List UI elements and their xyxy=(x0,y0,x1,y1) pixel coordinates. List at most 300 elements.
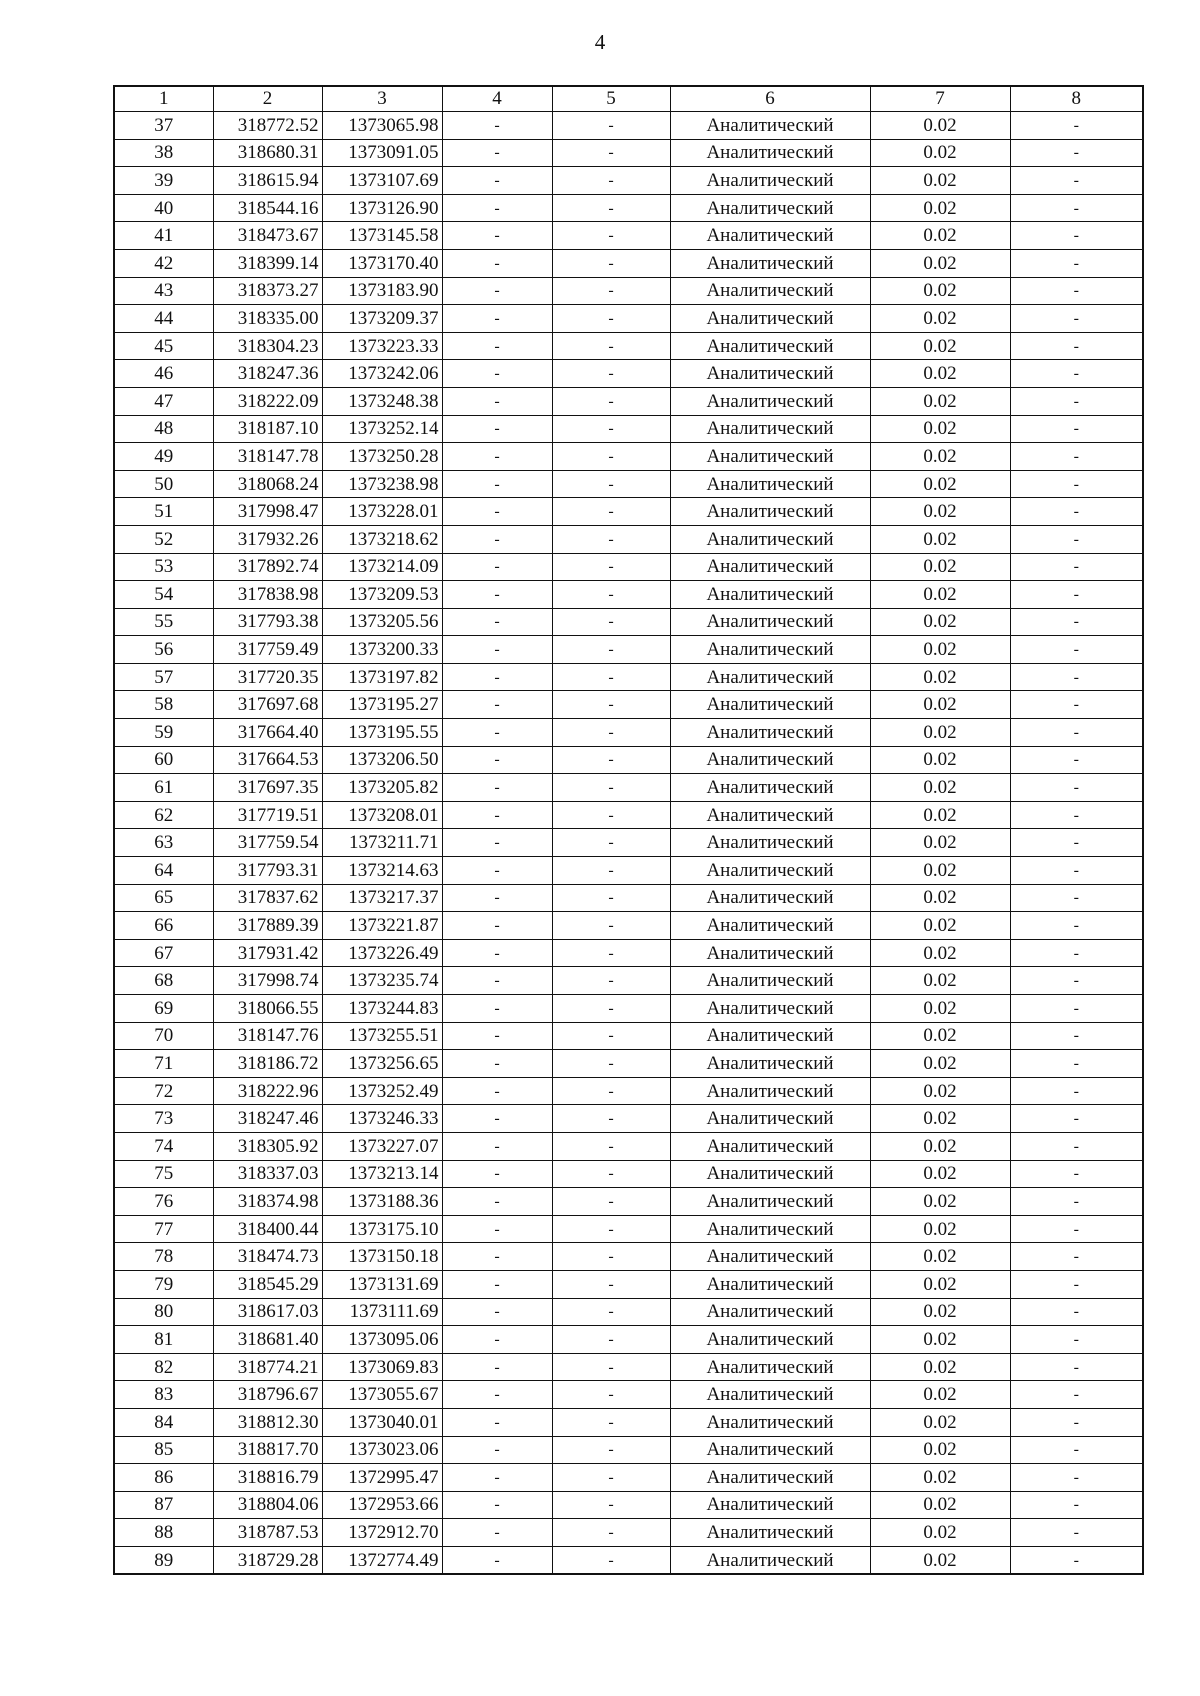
col8-cell: - xyxy=(1010,746,1143,774)
x-coordinate-cell: 318147.76 xyxy=(213,1022,322,1050)
y-coordinate-cell: 1373256.65 xyxy=(322,1050,442,1078)
y-coordinate-cell: 1373183.90 xyxy=(322,277,442,305)
accuracy-cell: 0.02 xyxy=(870,663,1010,691)
col4-cell: - xyxy=(442,1353,552,1381)
col8-cell: - xyxy=(1010,470,1143,498)
col8-cell: - xyxy=(1010,1243,1143,1271)
accuracy-cell: 0.02 xyxy=(870,608,1010,636)
col4-cell: - xyxy=(442,1491,552,1519)
accuracy-cell: 0.02 xyxy=(870,415,1010,443)
col4-cell: - xyxy=(442,249,552,277)
method-cell: Аналитический xyxy=(670,1243,870,1271)
x-coordinate-cell: 317793.38 xyxy=(213,608,322,636)
col4-cell: - xyxy=(442,967,552,995)
col8-cell: - xyxy=(1010,1077,1143,1105)
col8-cell: - xyxy=(1010,1491,1143,1519)
y-coordinate-cell: 1373227.07 xyxy=(322,1132,442,1160)
method-cell: Аналитический xyxy=(670,1436,870,1464)
method-cell: Аналитический xyxy=(670,1326,870,1354)
accuracy-cell: 0.02 xyxy=(870,443,1010,471)
point-number-cell: 67 xyxy=(114,939,213,967)
y-coordinate-cell: 1373195.55 xyxy=(322,719,442,747)
point-number-cell: 47 xyxy=(114,387,213,415)
accuracy-cell: 0.02 xyxy=(870,1436,1010,1464)
col5-cell: - xyxy=(552,1464,670,1492)
point-number-cell: 44 xyxy=(114,305,213,333)
method-cell: Аналитический xyxy=(670,1105,870,1133)
col4-cell: - xyxy=(442,1188,552,1216)
y-coordinate-cell: 1373195.27 xyxy=(322,691,442,719)
col4-cell: - xyxy=(442,305,552,333)
col5-cell: - xyxy=(552,1160,670,1188)
method-cell: Аналитический xyxy=(670,829,870,857)
col5-cell: - xyxy=(552,774,670,802)
table-row xyxy=(114,167,1143,195)
point-number-cell: 63 xyxy=(114,829,213,857)
accuracy-cell: 0.02 xyxy=(870,222,1010,250)
method-cell: Аналитический xyxy=(670,1408,870,1436)
x-coordinate-cell: 318774.21 xyxy=(213,1353,322,1381)
accuracy-cell: 0.02 xyxy=(870,1298,1010,1326)
accuracy-cell: 0.02 xyxy=(870,1105,1010,1133)
col5-cell: - xyxy=(552,663,670,691)
col4-cell: - xyxy=(442,801,552,829)
accuracy-cell: 0.02 xyxy=(870,912,1010,940)
y-coordinate-cell: 1373246.33 xyxy=(322,1105,442,1133)
col8-cell: - xyxy=(1010,332,1143,360)
table-row xyxy=(114,1188,1143,1216)
table-row xyxy=(114,305,1143,333)
col4-cell: - xyxy=(442,360,552,388)
column-header-7: 7 xyxy=(870,86,1010,112)
x-coordinate-cell: 317664.40 xyxy=(213,719,322,747)
accuracy-cell: 0.02 xyxy=(870,525,1010,553)
table-row xyxy=(114,1436,1143,1464)
method-cell: Аналитический xyxy=(670,608,870,636)
col5-cell: - xyxy=(552,939,670,967)
col5-cell: - xyxy=(552,967,670,995)
point-number-cell: 81 xyxy=(114,1326,213,1354)
y-coordinate-cell: 1373252.49 xyxy=(322,1077,442,1105)
point-number-cell: 70 xyxy=(114,1022,213,1050)
col8-cell: - xyxy=(1010,112,1143,140)
col5-cell: - xyxy=(552,1215,670,1243)
column-header-2: 2 xyxy=(213,86,322,112)
y-coordinate-cell: 1373131.69 xyxy=(322,1270,442,1298)
method-cell: Аналитический xyxy=(670,1077,870,1105)
accuracy-cell: 0.02 xyxy=(870,774,1010,802)
col4-cell: - xyxy=(442,1270,552,1298)
accuracy-cell: 0.02 xyxy=(870,249,1010,277)
point-number-cell: 71 xyxy=(114,1050,213,1078)
accuracy-cell: 0.02 xyxy=(870,470,1010,498)
col5-cell: - xyxy=(552,636,670,664)
y-coordinate-cell: 1372774.49 xyxy=(322,1546,442,1574)
point-number-cell: 80 xyxy=(114,1298,213,1326)
table-row xyxy=(114,1270,1143,1298)
point-number-cell: 37 xyxy=(114,112,213,140)
accuracy-cell: 0.02 xyxy=(870,801,1010,829)
x-coordinate-cell: 318399.14 xyxy=(213,249,322,277)
point-number-cell: 83 xyxy=(114,1381,213,1409)
col5-cell: - xyxy=(552,525,670,553)
col8-cell: - xyxy=(1010,801,1143,829)
table-row xyxy=(114,1105,1143,1133)
method-cell: Аналитический xyxy=(670,774,870,802)
point-number-cell: 76 xyxy=(114,1188,213,1216)
col5-cell: - xyxy=(552,167,670,195)
table-row xyxy=(114,1132,1143,1160)
col8-cell: - xyxy=(1010,194,1143,222)
accuracy-cell: 0.02 xyxy=(870,1022,1010,1050)
y-coordinate-cell: 1373055.67 xyxy=(322,1381,442,1409)
x-coordinate-cell: 317998.47 xyxy=(213,498,322,526)
point-number-cell: 41 xyxy=(114,222,213,250)
x-coordinate-cell: 318816.79 xyxy=(213,1464,322,1492)
x-coordinate-cell: 318817.70 xyxy=(213,1436,322,1464)
point-number-cell: 54 xyxy=(114,581,213,609)
col5-cell: - xyxy=(552,1105,670,1133)
col4-cell: - xyxy=(442,167,552,195)
method-cell: Аналитический xyxy=(670,1298,870,1326)
table-row xyxy=(114,939,1143,967)
table-row xyxy=(114,1298,1143,1326)
accuracy-cell: 0.02 xyxy=(870,167,1010,195)
col5-cell: - xyxy=(552,112,670,140)
col5-cell: - xyxy=(552,1436,670,1464)
col8-cell: - xyxy=(1010,525,1143,553)
accuracy-cell: 0.02 xyxy=(870,995,1010,1023)
table-row xyxy=(114,1050,1143,1078)
accuracy-cell: 0.02 xyxy=(870,857,1010,885)
col8-cell: - xyxy=(1010,967,1143,995)
method-cell: Аналитический xyxy=(670,167,870,195)
y-coordinate-cell: 1373069.83 xyxy=(322,1353,442,1381)
y-coordinate-cell: 1373023.06 xyxy=(322,1436,442,1464)
method-cell: Аналитический xyxy=(670,139,870,167)
point-number-cell: 46 xyxy=(114,360,213,388)
y-coordinate-cell: 1373095.06 xyxy=(322,1326,442,1354)
y-coordinate-cell: 1373242.06 xyxy=(322,360,442,388)
y-coordinate-cell: 1373217.37 xyxy=(322,884,442,912)
col8-cell: - xyxy=(1010,1519,1143,1547)
method-cell: Аналитический xyxy=(670,663,870,691)
accuracy-cell: 0.02 xyxy=(870,1160,1010,1188)
x-coordinate-cell: 318373.27 xyxy=(213,277,322,305)
point-number-cell: 69 xyxy=(114,995,213,1023)
col8-cell: - xyxy=(1010,581,1143,609)
method-cell: Аналитический xyxy=(670,967,870,995)
col5-cell: - xyxy=(552,139,670,167)
method-cell: Аналитический xyxy=(670,1022,870,1050)
accuracy-cell: 0.02 xyxy=(870,1408,1010,1436)
table-body xyxy=(114,112,1143,1575)
col4-cell: - xyxy=(442,1022,552,1050)
col5-cell: - xyxy=(552,1491,670,1519)
col8-cell: - xyxy=(1010,443,1143,471)
point-number-cell: 49 xyxy=(114,443,213,471)
col8-cell: - xyxy=(1010,1436,1143,1464)
col4-cell: - xyxy=(442,746,552,774)
point-number-cell: 74 xyxy=(114,1132,213,1160)
x-coordinate-cell: 317720.35 xyxy=(213,663,322,691)
x-coordinate-cell: 317697.68 xyxy=(213,691,322,719)
method-cell: Аналитический xyxy=(670,387,870,415)
col5-cell: - xyxy=(552,443,670,471)
col4-cell: - xyxy=(442,995,552,1023)
method-cell: Аналитический xyxy=(670,691,870,719)
y-coordinate-cell: 1373107.69 xyxy=(322,167,442,195)
x-coordinate-cell: 318729.28 xyxy=(213,1546,322,1574)
col8-cell: - xyxy=(1010,857,1143,885)
y-coordinate-cell: 1373238.98 xyxy=(322,470,442,498)
point-number-cell: 38 xyxy=(114,139,213,167)
accuracy-cell: 0.02 xyxy=(870,1188,1010,1216)
method-cell: Аналитический xyxy=(670,332,870,360)
method-cell: Аналитический xyxy=(670,1546,870,1574)
accuracy-cell: 0.02 xyxy=(870,1077,1010,1105)
x-coordinate-cell: 318400.44 xyxy=(213,1215,322,1243)
col8-cell: - xyxy=(1010,1105,1143,1133)
y-coordinate-cell: 1373214.09 xyxy=(322,553,442,581)
table-row xyxy=(114,249,1143,277)
point-number-cell: 50 xyxy=(114,470,213,498)
col8-cell: - xyxy=(1010,1408,1143,1436)
accuracy-cell: 0.02 xyxy=(870,1215,1010,1243)
col4-cell: - xyxy=(442,774,552,802)
column-header-6: 6 xyxy=(670,86,870,112)
x-coordinate-cell: 317793.31 xyxy=(213,857,322,885)
method-cell: Аналитический xyxy=(670,112,870,140)
col5-cell: - xyxy=(552,1519,670,1547)
accuracy-cell: 0.02 xyxy=(870,1132,1010,1160)
col8-cell: - xyxy=(1010,1381,1143,1409)
column-header-3: 3 xyxy=(322,86,442,112)
y-coordinate-cell: 1373228.01 xyxy=(322,498,442,526)
col4-cell: - xyxy=(442,1546,552,1574)
table-row xyxy=(114,967,1143,995)
col4-cell: - xyxy=(442,939,552,967)
x-coordinate-cell: 318222.96 xyxy=(213,1077,322,1105)
method-cell: Аналитический xyxy=(670,525,870,553)
table-row xyxy=(114,332,1143,360)
y-coordinate-cell: 1373200.33 xyxy=(322,636,442,664)
col8-cell: - xyxy=(1010,912,1143,940)
y-coordinate-cell: 1373111.69 xyxy=(322,1298,442,1326)
method-cell: Аналитический xyxy=(670,1270,870,1298)
col8-cell: - xyxy=(1010,498,1143,526)
column-header-8: 8 xyxy=(1010,86,1143,112)
col5-cell: - xyxy=(552,1270,670,1298)
accuracy-cell: 0.02 xyxy=(870,691,1010,719)
col4-cell: - xyxy=(442,1326,552,1354)
method-cell: Аналитический xyxy=(670,1188,870,1216)
method-cell: Аналитический xyxy=(670,1353,870,1381)
table-row xyxy=(114,581,1143,609)
col5-cell: - xyxy=(552,608,670,636)
table-row xyxy=(114,1326,1143,1354)
col4-cell: - xyxy=(442,912,552,940)
table-row xyxy=(114,801,1143,829)
table-row xyxy=(114,360,1143,388)
col4-cell: - xyxy=(442,387,552,415)
x-coordinate-cell: 317837.62 xyxy=(213,884,322,912)
point-number-cell: 42 xyxy=(114,249,213,277)
accuracy-cell: 0.02 xyxy=(870,332,1010,360)
col5-cell: - xyxy=(552,498,670,526)
method-cell: Аналитический xyxy=(670,581,870,609)
x-coordinate-cell: 317889.39 xyxy=(213,912,322,940)
col5-cell: - xyxy=(552,387,670,415)
col5-cell: - xyxy=(552,746,670,774)
point-number-cell: 85 xyxy=(114,1436,213,1464)
col4-cell: - xyxy=(442,1160,552,1188)
col8-cell: - xyxy=(1010,1298,1143,1326)
col8-cell: - xyxy=(1010,691,1143,719)
col5-cell: - xyxy=(552,857,670,885)
accuracy-cell: 0.02 xyxy=(870,967,1010,995)
y-coordinate-cell: 1373209.53 xyxy=(322,581,442,609)
y-coordinate-cell: 1373244.83 xyxy=(322,995,442,1023)
x-coordinate-cell: 318335.00 xyxy=(213,305,322,333)
col4-cell: - xyxy=(442,139,552,167)
table-row xyxy=(114,443,1143,471)
x-coordinate-cell: 318222.09 xyxy=(213,387,322,415)
col4-cell: - xyxy=(442,415,552,443)
col5-cell: - xyxy=(552,305,670,333)
x-coordinate-cell: 317719.51 xyxy=(213,801,322,829)
accuracy-cell: 0.02 xyxy=(870,939,1010,967)
accuracy-cell: 0.02 xyxy=(870,553,1010,581)
y-coordinate-cell: 1373235.74 xyxy=(322,967,442,995)
y-coordinate-cell: 1373206.50 xyxy=(322,746,442,774)
col5-cell: - xyxy=(552,1132,670,1160)
accuracy-cell: 0.02 xyxy=(870,277,1010,305)
method-cell: Аналитический xyxy=(670,1519,870,1547)
table-row xyxy=(114,1491,1143,1519)
x-coordinate-cell: 317892.74 xyxy=(213,553,322,581)
y-coordinate-cell: 1373226.49 xyxy=(322,939,442,967)
y-coordinate-cell: 1373255.51 xyxy=(322,1022,442,1050)
col8-cell: - xyxy=(1010,1188,1143,1216)
method-cell: Аналитический xyxy=(670,249,870,277)
col4-cell: - xyxy=(442,1464,552,1492)
table-row xyxy=(114,1408,1143,1436)
accuracy-cell: 0.02 xyxy=(870,1050,1010,1078)
y-coordinate-cell: 1373205.82 xyxy=(322,774,442,802)
column-header-4: 4 xyxy=(442,86,552,112)
method-cell: Аналитический xyxy=(670,884,870,912)
accuracy-cell: 0.02 xyxy=(870,829,1010,857)
table-row xyxy=(114,774,1143,802)
method-cell: Аналитический xyxy=(670,222,870,250)
col4-cell: - xyxy=(442,829,552,857)
table-row xyxy=(114,857,1143,885)
col8-cell: - xyxy=(1010,884,1143,912)
page-number: 4 xyxy=(594,30,606,54)
y-coordinate-cell: 1373040.01 xyxy=(322,1408,442,1436)
col8-cell: - xyxy=(1010,277,1143,305)
column-header-5: 5 xyxy=(552,86,670,112)
col4-cell: - xyxy=(442,857,552,885)
col4-cell: - xyxy=(442,194,552,222)
x-coordinate-cell: 318812.30 xyxy=(213,1408,322,1436)
accuracy-cell: 0.02 xyxy=(870,884,1010,912)
table-row xyxy=(114,1381,1143,1409)
col8-cell: - xyxy=(1010,360,1143,388)
header-row xyxy=(114,86,1143,112)
col8-cell: - xyxy=(1010,1353,1143,1381)
x-coordinate-cell: 317838.98 xyxy=(213,581,322,609)
col8-cell: - xyxy=(1010,415,1143,443)
point-number-cell: 86 xyxy=(114,1464,213,1492)
point-number-cell: 65 xyxy=(114,884,213,912)
x-coordinate-cell: 317759.54 xyxy=(213,829,322,857)
col4-cell: - xyxy=(442,1243,552,1271)
col4-cell: - xyxy=(442,1408,552,1436)
col4-cell: - xyxy=(442,719,552,747)
table-row xyxy=(114,912,1143,940)
method-cell: Аналитический xyxy=(670,1050,870,1078)
point-number-cell: 56 xyxy=(114,636,213,664)
col8-cell: - xyxy=(1010,305,1143,333)
table-row xyxy=(114,636,1143,664)
point-number-cell: 77 xyxy=(114,1215,213,1243)
col5-cell: - xyxy=(552,581,670,609)
y-coordinate-cell: 1373145.58 xyxy=(322,222,442,250)
x-coordinate-cell: 317998.74 xyxy=(213,967,322,995)
col4-cell: - xyxy=(442,525,552,553)
table-row xyxy=(114,1022,1143,1050)
table-row xyxy=(114,277,1143,305)
col4-cell: - xyxy=(442,1105,552,1133)
column-header-1: 1 xyxy=(114,86,213,112)
y-coordinate-cell: 1373205.56 xyxy=(322,608,442,636)
y-coordinate-cell: 1373188.36 xyxy=(322,1188,442,1216)
point-number-cell: 58 xyxy=(114,691,213,719)
point-number-cell: 75 xyxy=(114,1160,213,1188)
table-row xyxy=(114,746,1143,774)
y-coordinate-cell: 1373170.40 xyxy=(322,249,442,277)
x-coordinate-cell: 318772.52 xyxy=(213,112,322,140)
point-number-cell: 79 xyxy=(114,1270,213,1298)
y-coordinate-cell: 1373252.14 xyxy=(322,415,442,443)
x-coordinate-cell: 318617.03 xyxy=(213,1298,322,1326)
y-coordinate-cell: 1373250.28 xyxy=(322,443,442,471)
y-coordinate-cell: 1373248.38 xyxy=(322,387,442,415)
accuracy-cell: 0.02 xyxy=(870,1326,1010,1354)
col5-cell: - xyxy=(552,553,670,581)
method-cell: Аналитический xyxy=(670,1132,870,1160)
x-coordinate-cell: 317931.42 xyxy=(213,939,322,967)
col4-cell: - xyxy=(442,884,552,912)
y-coordinate-cell: 1372953.66 xyxy=(322,1491,442,1519)
x-coordinate-cell: 318474.73 xyxy=(213,1243,322,1271)
col4-cell: - xyxy=(442,222,552,250)
col4-cell: - xyxy=(442,1132,552,1160)
method-cell: Аналитический xyxy=(670,498,870,526)
table-row xyxy=(114,498,1143,526)
col4-cell: - xyxy=(442,277,552,305)
accuracy-cell: 0.02 xyxy=(870,1519,1010,1547)
accuracy-cell: 0.02 xyxy=(870,194,1010,222)
x-coordinate-cell: 318337.03 xyxy=(213,1160,322,1188)
accuracy-cell: 0.02 xyxy=(870,498,1010,526)
point-number-cell: 40 xyxy=(114,194,213,222)
accuracy-cell: 0.02 xyxy=(870,1546,1010,1574)
y-coordinate-cell: 1373065.98 xyxy=(322,112,442,140)
point-number-cell: 88 xyxy=(114,1519,213,1547)
